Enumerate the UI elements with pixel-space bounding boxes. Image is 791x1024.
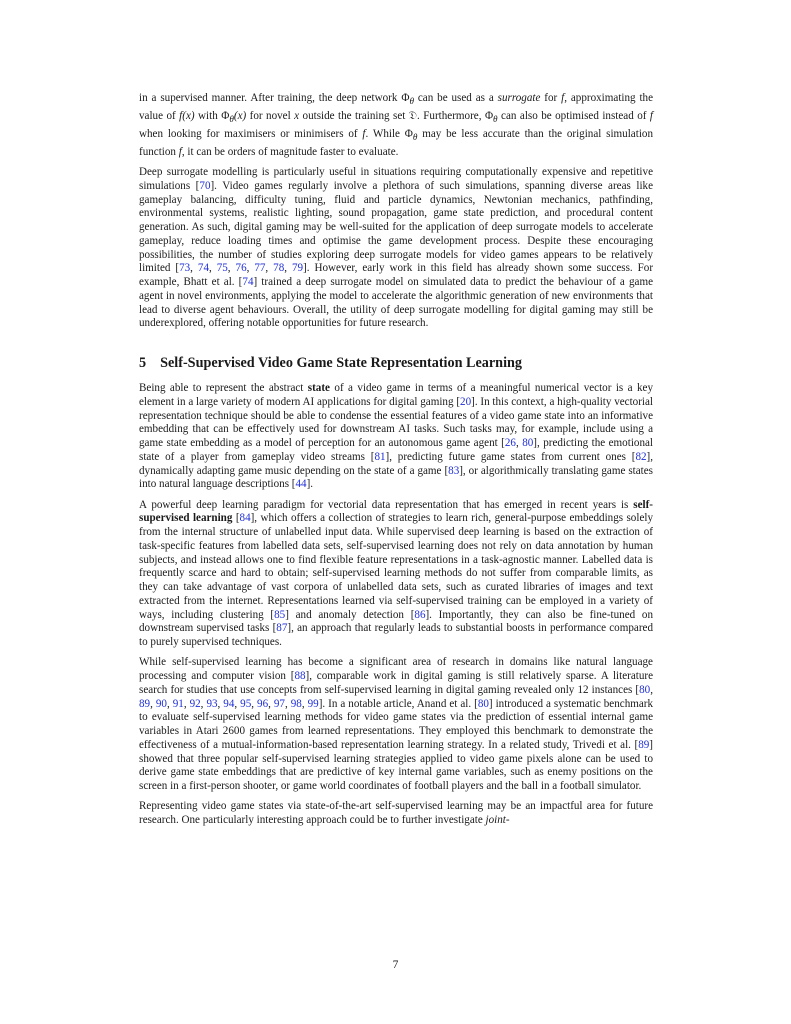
separator: , bbox=[234, 697, 241, 710]
text: for novel bbox=[246, 109, 295, 122]
separator: , bbox=[650, 683, 653, 696]
separator: , bbox=[200, 697, 207, 710]
math-theta: θ bbox=[229, 115, 234, 126]
math-x: x bbox=[294, 109, 300, 122]
text: ] trained a deep surrogate model on simulated data to predict the behaviour of a game agent in novel environments, applying the model to accelerate the algorithmic generation of new environments that lead to diverse agent behaviours. Overall, the utility of deep surrogate modelling for digital gaming may still be underexplored, offering notable opportunities for future research. bbox=[139, 276, 654, 330]
citation-link[interactable]: 99 bbox=[307, 697, 319, 710]
separator: , bbox=[251, 697, 258, 710]
citation-link[interactable]: 78 bbox=[273, 262, 285, 275]
citation-link[interactable]: 88 bbox=[294, 670, 306, 683]
separator: , bbox=[217, 697, 224, 710]
text: ]. Importantly, they can also be fine-tuned on downstream supervised tasks [ bbox=[139, 608, 653, 635]
text: . Furthermore, bbox=[417, 109, 485, 122]
citation-link[interactable]: 74 bbox=[242, 276, 254, 289]
text: may be less accurate than the original simulation function bbox=[139, 127, 653, 158]
text: in a supervised manner. After training, the deep network bbox=[139, 92, 402, 104]
separator: , bbox=[515, 437, 523, 450]
math-f: f bbox=[178, 145, 182, 158]
citation-link[interactable]: 80 bbox=[522, 437, 534, 450]
separator: , bbox=[190, 262, 198, 275]
text: ] showed that three popular self-supervised learning strategies applied to video game pixels alone can be used to derive game state embeddings that are predictive of key internal game variables, such as enemy positions on the screen in a first-person shooter, or game world coordinates of football players and the ball in a football simulator. bbox=[139, 738, 653, 793]
separator: , bbox=[150, 697, 156, 710]
surrogate-term: surrogate bbox=[497, 92, 541, 104]
separator: , bbox=[166, 697, 173, 710]
math-theta: θ bbox=[409, 97, 414, 108]
citation-link[interactable]: 76 bbox=[235, 262, 247, 275]
text: ]. Video games regularly involve a plethora of such simulations, spanning diverse areas like gameplay balancing, difficulty tuning, fluid and particle dynamics, Newtonian mechanics, pathfinding, environmental systems, realistic lighting, sound propagation, game state prediction, and procedural content generation. As such, digital gaming may be well-suited for the application of deep surrogate models to accelerate gameplay, reduce loading times and optimise the game development process. Despite these encouraging possibilities, the number of studies exploring deep surrogate models for video games appears to be relatively limited [ bbox=[139, 179, 654, 275]
citation-link[interactable]: 80 bbox=[639, 683, 651, 696]
separator: , bbox=[183, 697, 190, 710]
section-title: Self-Supervised Video Game State Representation Learning bbox=[160, 355, 522, 372]
citation-link[interactable]: 77 bbox=[254, 262, 266, 275]
paragraph-ssl-gaming bbox=[139, 656, 653, 794]
separator: , bbox=[208, 262, 217, 275]
paragraph-future-research bbox=[139, 800, 653, 828]
text: ]. However, early work in this field has already shown some success. For example, Bhatt et al. [ bbox=[139, 262, 654, 289]
citation-link[interactable]: 26 bbox=[504, 437, 516, 450]
separator: , bbox=[268, 697, 274, 710]
citation-link[interactable]: 94 bbox=[223, 697, 235, 710]
text: ], or algorithmically translating game states into natural language descriptions [ bbox=[139, 464, 653, 491]
text: A powerful deep learning paradigm for vectorial data representation that has emerged in recent years is bbox=[139, 498, 634, 511]
separator: , bbox=[284, 697, 291, 710]
math-f: f bbox=[362, 127, 366, 140]
separator: , bbox=[265, 262, 274, 275]
text: with bbox=[194, 109, 222, 122]
citation-link[interactable]: 85 bbox=[274, 608, 286, 621]
section-number: 5 bbox=[139, 355, 147, 372]
citation-link[interactable]: 89 bbox=[139, 697, 151, 710]
text: , it can be orders of magnitude faster to evaluate. bbox=[181, 145, 399, 158]
text: when looking for maximisers or minimisers of bbox=[139, 127, 363, 140]
text: of a video game in terms of a meaningful numerical vector is a key element in a large variety of modern AI applications for digital gaming [ bbox=[139, 382, 653, 408]
text: ], an approach that regularly leads to substantial boosts in performance compared to purely supervised techniques. bbox=[139, 622, 653, 649]
text: for bbox=[540, 92, 562, 104]
separator: , bbox=[301, 697, 308, 710]
math-theta: θ bbox=[493, 115, 498, 126]
math-fx: f(x) bbox=[179, 109, 195, 122]
text: can also be optimised instead of bbox=[497, 109, 650, 122]
paragraph-deep-surrogate bbox=[139, 166, 653, 331]
separator: , bbox=[227, 262, 236, 275]
text: can be used as a bbox=[413, 92, 498, 104]
bold-term-ssl: self-supervised learning bbox=[139, 498, 653, 525]
text: ], dynamically adapting game music depending on the state of a game [ bbox=[139, 450, 653, 477]
citation-link[interactable]: 83 bbox=[448, 464, 460, 477]
math-f: f bbox=[649, 109, 654, 122]
text: ]. In this context, a high-quality vectorial representation technique should be able to condense the essential features of a video game state into an informative embedding that can be effectively used for downstream AI tasks. Such tasks may, for example, include using a game state embedding as a model of perception for an autonomous game agent [ bbox=[139, 395, 653, 450]
citation-link[interactable]: 96 bbox=[257, 697, 269, 710]
math-theta: θ bbox=[412, 133, 418, 144]
math-phi: Φ bbox=[484, 109, 494, 122]
text: . While bbox=[365, 127, 405, 140]
text: ], predicting future game states from current ones [ bbox=[385, 450, 636, 463]
math-phi: Φ bbox=[404, 127, 413, 140]
text: While self-supervised learning has become a significant area of research in domains like natural language processing and computer vision [ bbox=[139, 656, 653, 683]
citation-link[interactable]: 44 bbox=[295, 478, 307, 491]
citation-link[interactable]: 87 bbox=[276, 622, 288, 635]
citation-link[interactable]: 84 bbox=[239, 512, 251, 525]
citation-link[interactable]: 74 bbox=[197, 262, 209, 275]
text: [ bbox=[232, 512, 240, 525]
math-training-set: 𝔇 bbox=[408, 109, 418, 122]
paragraph-self-supervised bbox=[139, 499, 653, 650]
italic-term-joint: joint- bbox=[485, 814, 510, 827]
citation-link[interactable]: 93 bbox=[206, 697, 218, 710]
citation-link[interactable]: 86 bbox=[414, 608, 426, 621]
paragraph-surrogate-intro bbox=[139, 92, 653, 160]
text: Being able to represent the abstract bbox=[139, 382, 308, 395]
separator: , bbox=[284, 262, 292, 275]
citation-link[interactable]: 97 bbox=[273, 697, 285, 710]
text: ]. In a notable article, Anand et al. [ bbox=[318, 697, 478, 710]
page-number: 7 bbox=[392, 959, 399, 971]
bold-term-state: state bbox=[307, 382, 330, 395]
text: ], comparable work in digital gaming is still relatively sparse. A literature search for studies that use concepts from self-supervised learning in digital gaming revealed only 12 instances [ bbox=[139, 670, 653, 696]
page-body bbox=[139, 92, 653, 834]
text: ], which offers a collection of strategies to learn rich, general-purpose embeddings solely from the internal structure of unlabelled input data. While supervised deep learning is based on the extraction of task-specific features from labelled data sets, self-supervised learning does not rely on data annotation by human subjects, and instead allows one to find flexible feature representations in a task-agnostic manner. Labelled data is frequently scarce and hard to obtain; self-supervised learning methods do not suffer from comparable limits, as they can take advantage of vast corpora of unlabelled data sets, such as curated libraries of images and text extracted from the internet. Representations learned via self-supervised training can be employed in a variety of ways, including clustering [ bbox=[139, 512, 653, 621]
citation-link[interactable]: 70 bbox=[199, 179, 211, 192]
math-f: f bbox=[561, 92, 565, 104]
citation-link[interactable]: 92 bbox=[189, 697, 201, 710]
text: Representing video game states via state-of-the-art self-supervised learning may be an impactful area for future research. One particularly interesting approach could be to further investigate bbox=[139, 800, 653, 827]
citation-link[interactable]: 79 bbox=[291, 262, 304, 275]
citation-link[interactable]: 98 bbox=[290, 697, 302, 710]
citation-link[interactable]: 20 bbox=[460, 395, 472, 408]
separator: , bbox=[246, 262, 255, 275]
paragraph-state-representation bbox=[139, 382, 653, 492]
math-phix: (x) bbox=[233, 109, 247, 122]
citation-link[interactable]: 81 bbox=[374, 450, 386, 463]
text: ] introduced a systematic benchmark to evaluate self-supervised learning methods for video game states via the prediction of essential internal game variables in Atari 2600 games from learned representations. They employed this benchmark to demonstrate the effectiveness of a mutual-information-based representation learning strategy. In a related study, Trivedi et al. [ bbox=[139, 697, 654, 751]
text: ]. bbox=[306, 478, 314, 491]
citation-link[interactable]: 95 bbox=[240, 697, 252, 710]
citation-link[interactable]: 80 bbox=[477, 697, 489, 710]
citation-link[interactable]: 90 bbox=[155, 697, 167, 710]
citation-link[interactable]: 89 bbox=[638, 738, 650, 751]
text: outside the training set bbox=[299, 109, 409, 122]
text: , approximating the value of bbox=[139, 92, 654, 122]
citation-link[interactable]: 91 bbox=[172, 697, 184, 710]
citation-link[interactable]: 82 bbox=[635, 450, 647, 463]
citation-link[interactable]: 73 bbox=[179, 262, 191, 275]
section-heading bbox=[139, 355, 653, 372]
text: ] and anomaly detection [ bbox=[285, 608, 415, 621]
math-phi: Φ bbox=[221, 109, 230, 122]
citation-link[interactable]: 75 bbox=[216, 262, 228, 275]
text: ], predicting the emotional state of a player from gameplay video streams [ bbox=[139, 437, 653, 463]
text: Deep surrogate modelling is particularly useful in situations requiring computationally expensive and repetitive simulations [ bbox=[139, 166, 653, 192]
math-phi: Φ bbox=[401, 92, 410, 104]
